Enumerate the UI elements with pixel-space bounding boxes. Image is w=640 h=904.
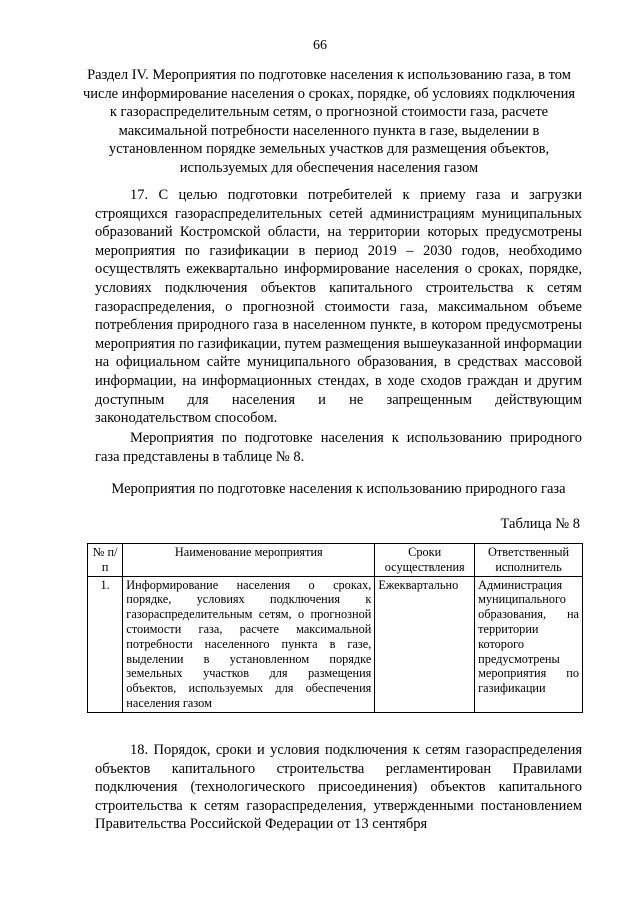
header-executor: Ответственный исполнитель bbox=[475, 544, 583, 577]
paragraph-18: 18. Порядок, сроки и условия подключения к сетям газораспределения объектов капитального строительства регламентирован Правилами подключения (технологического присоединения) объектов капитального строительства к сетям газораспределения, утвержденными постановлением Правительства Российской Федерации от 13 сентября bbox=[95, 742, 582, 833]
section-title: Раздел IV. Мероприятия по подготовке населения к использованию газа, в том числе информирование населения о сроках, порядке, об условиях подключения к газораспределительным сетям, о прогнозной стоимости газа, расчете максимальной потребности населенного пункта в газе, выделении в установленном порядке земельных участков для размещения объектов, используемых для обеспечения населения газом bbox=[82, 67, 576, 176]
table-heading: Мероприятия по подготовке населения к использованию природного газа bbox=[111, 481, 566, 497]
events-table bbox=[87, 543, 583, 713]
header-terms: Сроки осуществления bbox=[375, 544, 475, 577]
row-number: 1. bbox=[88, 576, 123, 712]
table-label: Таблица № 8 bbox=[500, 516, 580, 532]
page-number: 66 bbox=[313, 38, 327, 53]
row-terms: Ежеквартально bbox=[375, 576, 475, 712]
row-event-name: Информирование населения о сроках, порядке, условиях подключения к газораспределительным сетям, о прогнозной стоимости газа, расчете максимальной потребности населенного пункта в газе, выделении в установленном порядке земельных участков для размещения объектов, используемых для обеспечения населения газом bbox=[123, 576, 375, 712]
row-executor: Администрация муниципального образования, на территории которого предусмотрены мероприятия по газификации bbox=[475, 576, 583, 712]
table-row bbox=[88, 576, 583, 712]
paragraph-17-continuation: Мероприятия по подготовке населения к использованию природного газа представлены в таблице № 8. bbox=[95, 430, 582, 465]
paragraph-17: 17. С целью подготовки потребителей к приему газа и загрузки строящихся газораспределительных сетей администрациям муниципальных образований Костромской области, на территории которых предусмотрены мероприятия по газификации в период 2019 – 2030 годов, необходимо осуществлять ежеквартально информирование населения о сроках, порядке, условиях подключения объектов капитального строительства к сетям газораспределения, о прогнозной стоимости газа, максимальном объеме потребления природного газа в населенном пункте, в котором предусмотрены мероприятия по газификации, путем размещения вышеуказанной информации на официальном сайте муниципального образования, в средствах массовой информации, на информационных стендах, в ходе сходов граждан и другим доступным для населения и не запрещенным действующим законодательством способом. bbox=[95, 187, 582, 427]
header-number: № п/п bbox=[88, 544, 123, 577]
table-header-row bbox=[88, 544, 583, 577]
header-event-name: Наименование мероприятия bbox=[123, 544, 375, 577]
